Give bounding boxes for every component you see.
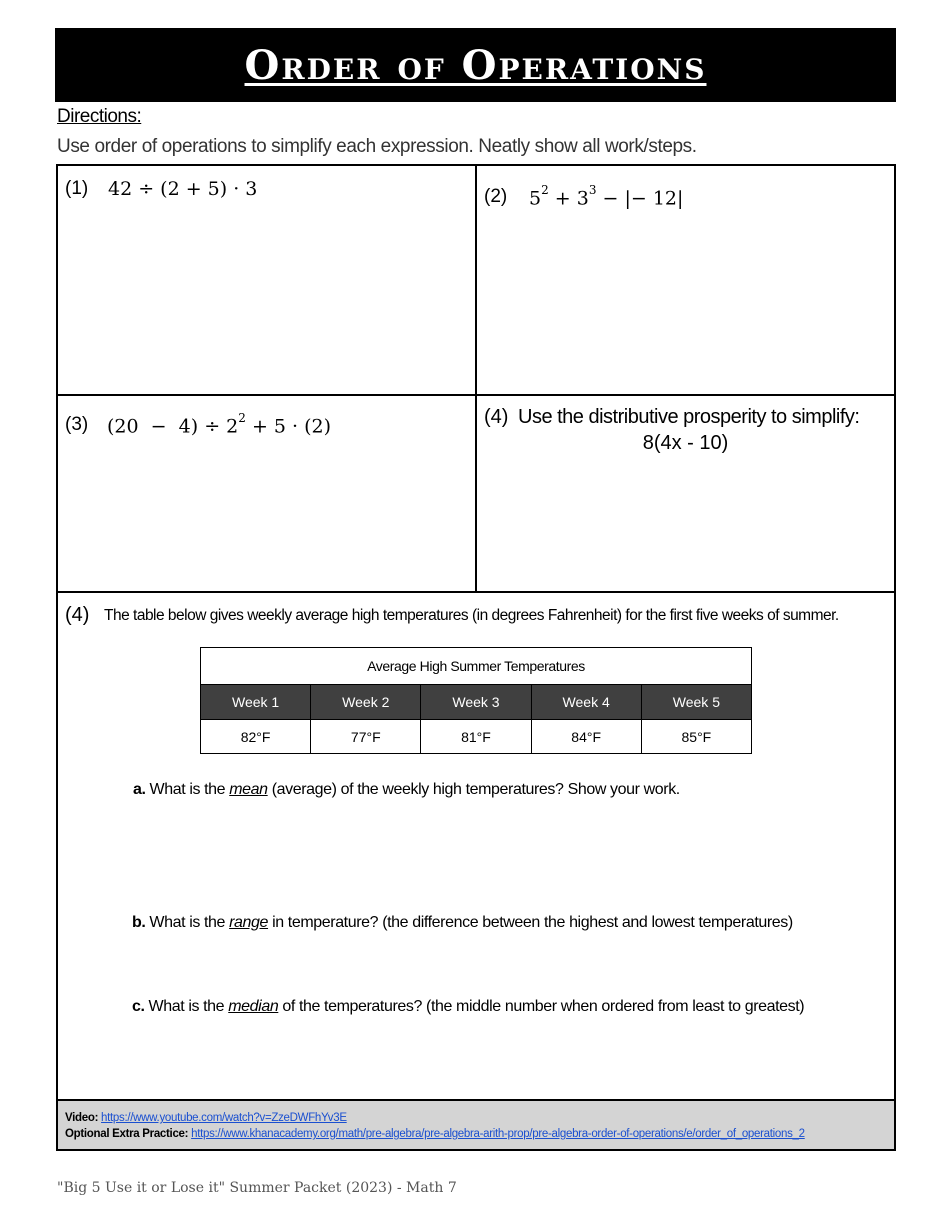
problem-2-expression: $5^2 + 3^3$ − |− 12| bbox=[529, 183, 684, 210]
problem-5-number: (4) bbox=[65, 604, 90, 626]
problem-3-number: (3) bbox=[65, 414, 89, 435]
directions-label: Directions: bbox=[57, 106, 142, 127]
table-header-cell: Week 3 bbox=[421, 685, 531, 720]
problem-4-cell bbox=[477, 396, 894, 593]
problem-5-intro: The table below gives weekly average high temperatures (in degrees Fahrenheit) for the first five weeks of summer. bbox=[104, 607, 839, 624]
problem-4-expression: 8(4x - 10) bbox=[642, 432, 729, 454]
page-title: Order of Operations bbox=[244, 41, 707, 89]
problem-2-cell bbox=[477, 166, 894, 396]
problem-3-cell bbox=[58, 396, 477, 593]
problem-3-expression: $(20 - 4) \div 2^2 + 5 \cdot (2)$ bbox=[107, 411, 332, 438]
title-banner bbox=[55, 28, 896, 102]
table-cell: 82°F bbox=[201, 720, 311, 754]
practice-link[interactable]: https://www.khanacademy.org/math/pre-algebra/pre-algebra-arith-prop/pre-algebra-order-of-operations/e/order_of_operations_2 bbox=[191, 1128, 805, 1140]
table-header-cell: Week 5 bbox=[641, 685, 751, 720]
practice-label: Optional Extra Practice: bbox=[65, 1128, 189, 1140]
table-header-cell: Week 4 bbox=[531, 685, 641, 720]
table-caption: Average High Summer Temperatures bbox=[201, 648, 752, 685]
question-b: b. What is the range in temperature? (the difference between the highest and lowest temperatures) bbox=[132, 914, 793, 931]
temperature-table bbox=[200, 647, 752, 754]
table-cell: 77°F bbox=[311, 720, 421, 754]
problem-2-number: (2) bbox=[484, 186, 508, 207]
problem-grid bbox=[56, 164, 896, 1151]
problem-4-instruction: Use the distributive prosperity to simplify: bbox=[518, 406, 860, 428]
table-cell: 81°F bbox=[421, 720, 531, 754]
problem-5-cell bbox=[58, 593, 894, 1101]
table-header-row bbox=[201, 685, 752, 720]
problem-4-number: (4) bbox=[484, 406, 509, 428]
question-c: c. What is the median of the temperatures? (the middle number when ordered from least to greatest) bbox=[132, 998, 805, 1015]
video-label: Video: bbox=[65, 1112, 99, 1124]
table-header-cell: Week 2 bbox=[311, 685, 421, 720]
directions-text: Use order of operations to simplify each expression. Neatly show all work/steps. bbox=[57, 136, 697, 157]
table-header-cell: Week 1 bbox=[201, 685, 311, 720]
question-a: a. What is the mean (average) of the weekly high temperatures? Show your work. bbox=[133, 781, 680, 798]
table-cell: 85°F bbox=[641, 720, 751, 754]
page-footer: "Big 5 Use it or Lose it" Summer Packet (2023) - Math 7 bbox=[57, 1180, 457, 1196]
video-link[interactable]: https://www.youtube.com/watch?v=ZzeDWFhYv3E bbox=[101, 1112, 347, 1124]
table-cell: 84°F bbox=[531, 720, 641, 754]
problem-1-number: (1) bbox=[65, 178, 89, 199]
resources-bar bbox=[58, 1101, 894, 1149]
problem-1-expression: 42 ÷ (2 + 5) · 3 bbox=[108, 178, 258, 200]
problem-1-cell bbox=[58, 166, 477, 396]
table-row bbox=[201, 720, 752, 754]
